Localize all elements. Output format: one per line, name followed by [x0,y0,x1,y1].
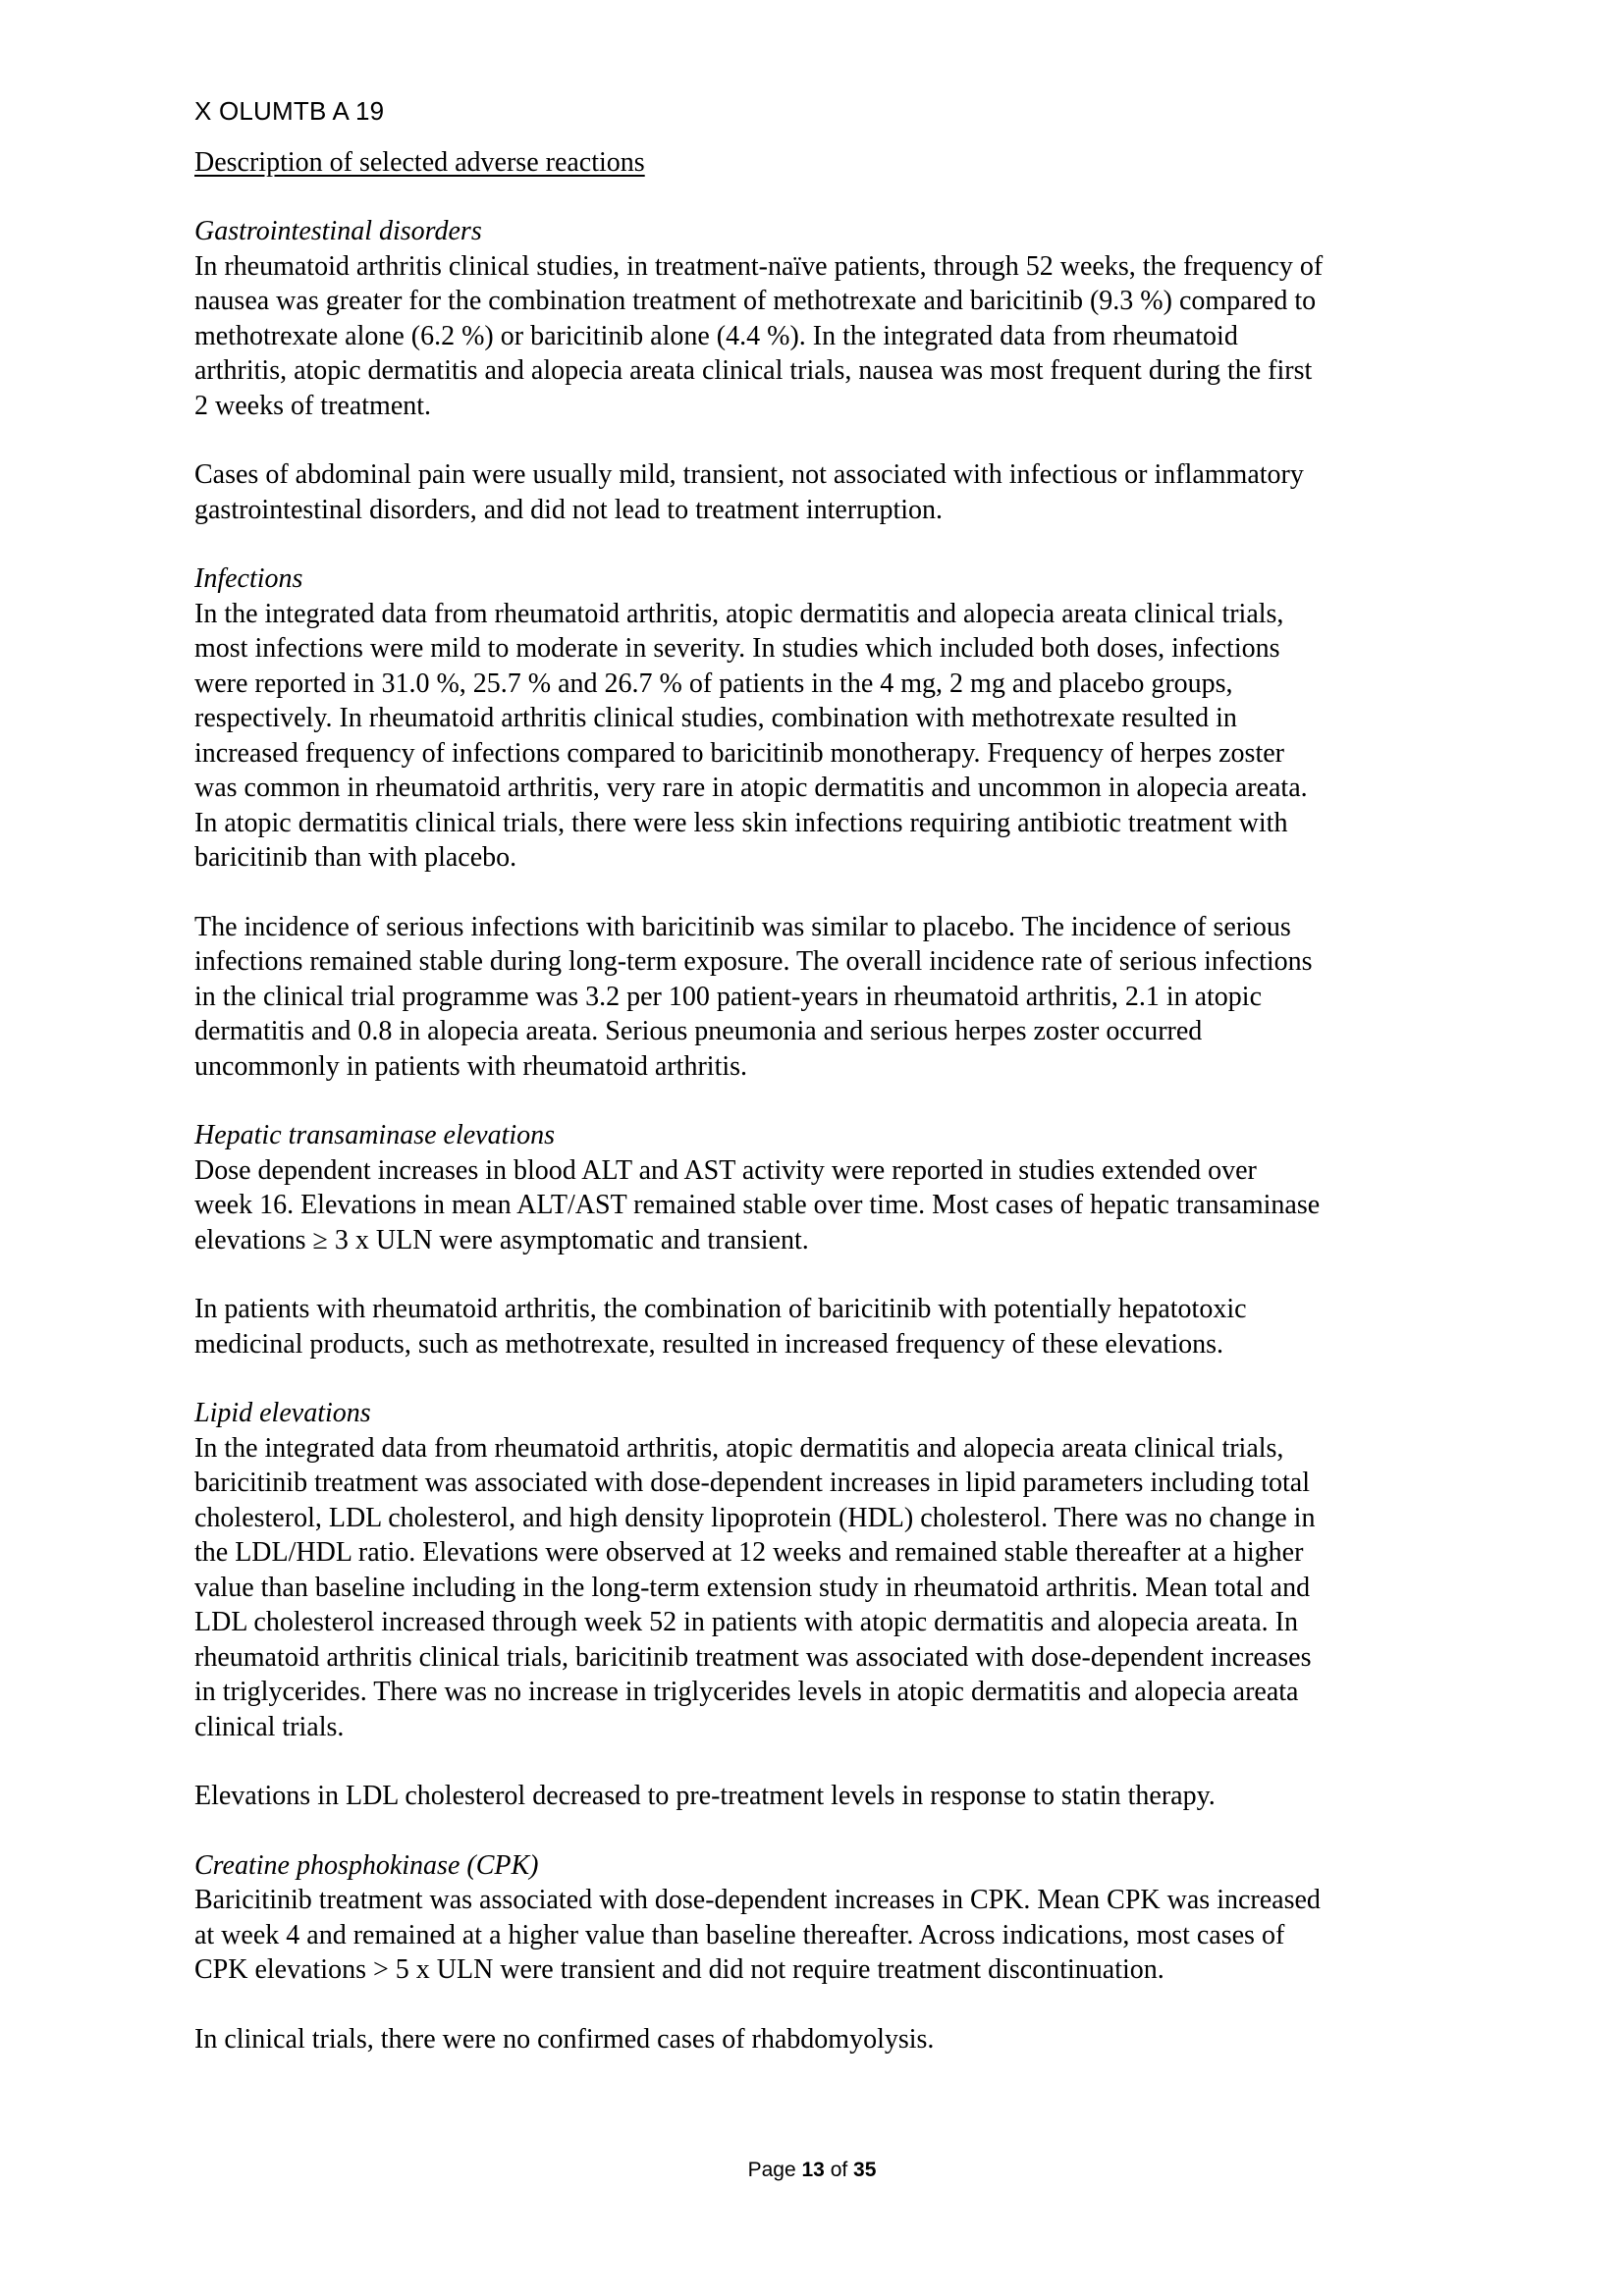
paragraph: The incidence of serious infections with baricitinib was similar to placebo. The incidence of serious infections remained stable during long-term exposure. The overall incidence rate of serious infections in the clinical trial programme was 3.2 per 100 patient-years in rheumatoid arthritis, 2.1 in atopic dermatitis and 0.8 in alopecia areata. Serious pneumonia and serious herpes zoster occurred uncommonly in patients with rheumatoid arthritis. [194,911,1313,1082]
page-number: 13 [801,2159,825,2181]
subsection-heading: Gastrointestinal disorders [194,216,482,246]
section-title: Description of selected adverse reactions [194,147,645,178]
paragraph: In clinical trials, there were no confirmed cases of rhabdomyolysis. [194,2023,935,2055]
subsection-heading: Hepatic transaminase elevations [194,1120,556,1150]
subsection-cpk [194,1848,1461,2057]
paragraph: In rheumatoid arthritis clinical studies, in treatment-naïve patients, through 52 weeks, the frequency of nausea was greater for the combination treatment of methotrexate and baricitinib (9.3 %) compared to methotrexate alone (6.2 %) or baricitinib alone (4.4 %). In the integrated data from rheumatoid arthritis, atopic dermatitis and alopecia areata clinical trials, nausea was most frequent during the first 2 weeks of treatment. [194,250,1324,421]
paragraph: Cases of abdominal pain were usually mild, transient, not associated with infectious or inflammatory gastrointestinal disorders, and did not lead to treatment interruption. [194,459,1304,525]
subsection-gastrointestinal [194,214,1461,527]
subsection-lipid [194,1396,1461,1814]
page-total: 35 [853,2159,877,2181]
paragraph: In the integrated data from rheumatoid arthritis, atopic dermatitis and alopecia areata clinical trials, baricitinib treatment was associated with dose-dependent increases in lipid parameters including total cholesterol, LDL cholesterol, and high density lipoprotein (HDL) cholesterol. There was no change in the LDL/HDL ratio. Elevations were observed at 12 weeks and remained stable thereafter at a higher value than baseline including in the long-term extension study in rheumatoid arthritis. Mean total and LDL cholesterol increased through week 52 in patients with atopic dermatitis and alopecia areata. In rheumatoid arthritis clinical trials, baricitinib treatment was associated with dose-dependent increases in triglycerides. There was no increase in triglycerides levels in atopic dermatitis and alopecia areata clinical trials. [194,1432,1316,1742]
paragraph: In the integrated data from rheumatoid arthritis, atopic dermatitis and alopecia areata clinical trials, most infections were mild to moderate in severity. In studies which included both doses, infections were reported in 31.0 %, 25.7 % and 26.7 % of patients in the 4 mg, 2 mg and placebo groups, respectively. In rheumatoid arthritis clinical studies, combination with methotrexate resulted in increased frequency of infections compared to baricitinib monotherapy. Frequency of herpes zoster was common in rheumatoid arthritis, very rare in atopic dermatitis and uncommon in alopecia areata. In atopic dermatitis clinical trials, there were less skin infections requiring antibiotic treatment with baricitinib than with placebo. [194,598,1308,873]
page-word: Page [747,2159,796,2181]
subsection-infections [194,561,1461,1084]
subsection-heading: Lipid elevations [194,1398,371,1428]
paragraph: Dose dependent increases in blood ALT and AST activity were reported in studies extended over week 16. Elevations in mean ALT/AST remained stable over time. Most cases of hepatic transaminase elevations ≥ 3 x ULN were asymptomatic and transient. [194,1154,1321,1255]
subsection-hepatic [194,1118,1461,1362]
paragraph: In patients with rheumatoid arthritis, the combination of baricitinib with potentially hepatotoxic medicinal products, such as methotrexate, resulted in increased frequency of these elevations. [194,1294,1247,1360]
document-page [194,96,1461,2091]
of-word: of [830,2159,848,2181]
paragraph: Baricitinib treatment was associated with dose-dependent increases in CPK. Mean CPK was increased at week 4 and remained at a higher value than baseline thereafter. Across indications, most cases of CPK elevations > 5 x ULN were transient and did not require treatment discontinuation. [194,1885,1321,1985]
document-id: X OLUMTB A 19 [194,96,385,126]
page-footer [0,2158,1624,2183]
subsection-heading: Creatine phosphokinase (CPK) [194,1849,539,1881]
subsection-heading: Infections [194,563,303,594]
paragraph: Elevations in LDL cholesterol decreased to pre-treatment levels in response to statin therapy. [194,1781,1216,1811]
